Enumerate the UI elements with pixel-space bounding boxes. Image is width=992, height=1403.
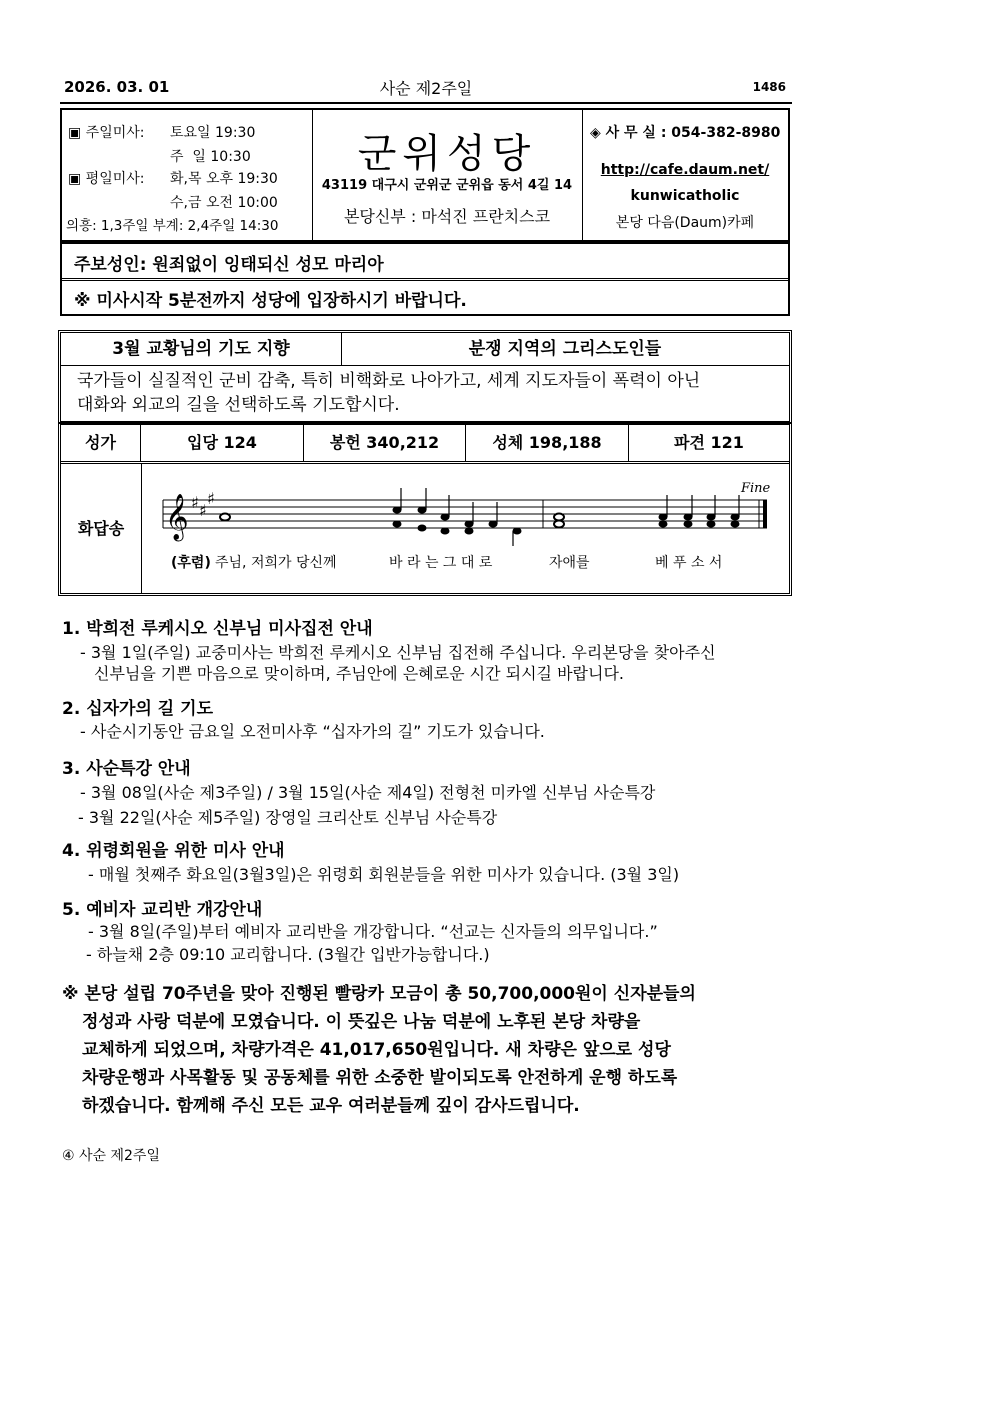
arrival-notice: ※ 미사시작 5분전까지 성당에 입장하시기 바랍니다. [74, 291, 467, 311]
donation-line-5: 하겠습니다. 함께해 주신 모든 교우 여러분들께 깊이 감사드립니다. [82, 1096, 580, 1116]
psalm-lyric-4: 베 푸 소 서 [655, 555, 723, 571]
church-info [312, 110, 583, 240]
announcement-5-line-1: - 3월 8일(주일)부터 예비자 교리반을 개강합니다. “선교는 신자들의 의무입니다.” [88, 922, 658, 941]
weekday-mass-label: ▣ 평일미사: [68, 171, 145, 187]
announcement-2-line-1: - 사순시기동안 금요일 오전미사후 “십자가의 길” 기도가 있습니다. [80, 722, 545, 741]
psalm-label: 화답송 [61, 464, 142, 593]
header-box [60, 108, 790, 242]
donation-line-3: 교체하게 되었으며, 차량가격은 41,017,650원입니다. 새 차량은 앞으로 성당 [82, 1040, 671, 1060]
announcement-1-title: 1. 박희전 루케시오 신부님 미사집전 안내 [62, 619, 373, 639]
hymn-communion: 성체 198,188 [466, 425, 629, 461]
church-address: 43119 대구시 군위군 군위읍 동서 4길 14 [321, 178, 573, 193]
intention-body [77, 369, 787, 417]
hymn-row [61, 425, 789, 464]
hymn-table [58, 422, 792, 596]
donation-line-2: 정성과 사랑 덕분에 모였습니다. 이 뜻깊은 나눔 덕분에 노후된 본당 차량을 [82, 1012, 641, 1032]
church-name: 군위성당 [357, 131, 537, 177]
patron-saint: 주보성인: 원죄없이 잉태되신 성모 마리아 [74, 255, 384, 275]
announcement-1-line-1: - 3월 1일(주일) 교중미사는 박희전 루케시오 신부님 집전해 주십니다. 우리본당을 찾아주신 [80, 643, 716, 662]
sharp-icon: ♯ [207, 489, 215, 508]
patron-row [62, 244, 788, 281]
announcement-4-line-1: - 매월 첫째주 화요일(3월3일)은 위령회 회원분들을 위한 미사가 있습니다. (3월 3일) [88, 865, 680, 884]
cafe-id: kunwicatholic [630, 188, 740, 204]
fine-mark: Fine [741, 481, 771, 496]
hymn-label: 성가 [61, 425, 141, 461]
issue-date: 2026. 03. 01 [64, 78, 170, 96]
hymn-entrance: 입당 124 [141, 425, 304, 461]
announcement-5-line-2: - 하늘채 2층 09:10 교리합니다. (3월간 입반가능합니다.) [86, 945, 490, 964]
sunday-mass-label: ▣ 주일미사: [68, 125, 145, 141]
notice-box [60, 242, 790, 316]
hymn-offertory: 봉헌 340,212 [304, 425, 466, 461]
cafe-description: 본당 다음(Daum)카페 [615, 215, 755, 231]
weekday-mass-2: 수,금 오전 10:00 [170, 195, 278, 211]
cafe-link[interactable]: http://cafe.daum.net/ [600, 162, 770, 178]
psalm-lyric-1: 주님, 저희가 당신께 [215, 555, 337, 571]
donation-line-4: 차량운행과 사목활동 및 공동체를 위한 소중한 발이되도록 안전하게 운행 하도록 [82, 1068, 678, 1088]
liturgical-season: 사순 제2주일 [379, 79, 473, 98]
office-phone: ◈ 사 무 실 : 054-382-8980 [590, 125, 781, 141]
donation-line-1: ※ 본당 설립 70주년을 맞아 진행된 빨랑카 모금이 총 50,700,000원이 신자분들의 [62, 984, 696, 1004]
sharp-icon: ♯ [191, 493, 199, 512]
announcement-3-line-2: - 3월 22일(사순 제5주일) 장영일 크리산토 신부님 사순특강 [78, 808, 498, 827]
psalm-score [143, 466, 787, 593]
psalm-lyric-2: 바 라 는 그 대 로 [389, 555, 493, 571]
sunday-mass-1: 토요일 19:30 [170, 125, 256, 141]
intention-header [61, 333, 789, 366]
announcement-1-line-2: 신부님을 기쁜 마음으로 맞이하며, 주님안에 은혜로운 시간 되시길 바랍니다. [94, 664, 624, 683]
sunday-mass-2: 주 일 10:30 [170, 149, 251, 165]
psalm-lyric-3: 자애를 [549, 555, 590, 571]
refrain-label: (후렴) [171, 555, 211, 571]
announcement-4-title: 4. 위령회원을 위한 미사 안내 [62, 841, 285, 861]
page-footer: ④ 사순 제2주일 [62, 1148, 160, 1164]
intention-line-1: 국가들이 실질적인 군비 감축, 특히 비핵화로 나아가고, 세계 지도자들이 폭력이 아닌 [77, 371, 701, 391]
announcement-2-title: 2. 십자가의 길 기도 [62, 699, 213, 719]
sharp-icon: ♯ [199, 501, 207, 520]
music-staff [143, 466, 787, 593]
treble-clef-icon: 𝄞 [165, 494, 189, 540]
intention-subject: 분쟁 지역의 그리스도인들 [468, 339, 662, 359]
announcement-3-line-1: - 3월 08일(사순 제3주일) / 3월 15일(사순 제4일) 전형천 미카엘 신부님 사순특강 [80, 783, 656, 802]
prayer-intention-box [58, 330, 792, 424]
issue-number: 1486 [752, 80, 786, 94]
announcement-5-title: 5. 예비자 교리반 개강안내 [62, 900, 263, 920]
donation-notice [62, 980, 802, 1120]
mission-mass: 의흥: 1,3주일 부계: 2,4주일 14:30 [66, 218, 279, 234]
hymn-dismissal: 파견 121 [674, 433, 744, 452]
intention-title: 3월 교황님의 기도 지향 [61, 333, 342, 365]
announcement-3-title: 3. 사순특강 안내 [62, 759, 191, 779]
parish-priest: 본당신부 : 마석진 프란치스코 [343, 207, 551, 226]
office-info [582, 110, 788, 240]
weekday-mass-1: 화,목 오후 19:30 [170, 171, 278, 187]
top-bar [60, 74, 792, 104]
mass-schedule [62, 110, 313, 240]
intention-line-2: 대화와 외교의 길을 선택하도록 기도합시다. [77, 395, 400, 415]
